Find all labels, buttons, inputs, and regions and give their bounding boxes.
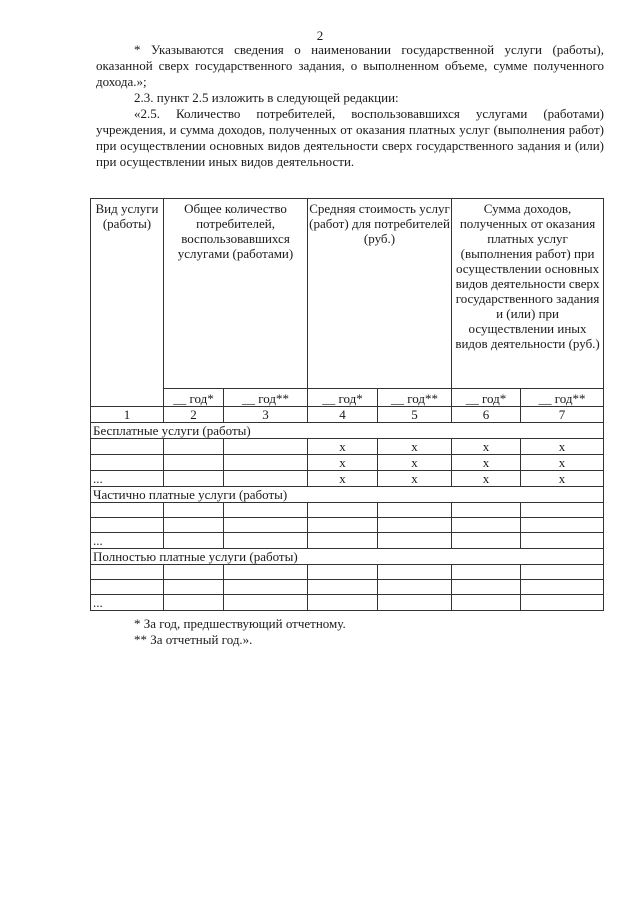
table-cell (521, 503, 604, 518)
table-cell (452, 565, 521, 580)
table-cell (452, 595, 521, 611)
table-cell (164, 533, 224, 549)
table-cell (91, 439, 164, 455)
section-title-partial: Частично платные услуги (работы) (91, 487, 604, 503)
column-number-row (91, 407, 604, 423)
table-cell (378, 565, 452, 580)
header-service-type: Вид услуги (работы) (91, 199, 164, 407)
table-cell (452, 503, 521, 518)
table-cell: x (308, 439, 378, 455)
amendment-paragraph: 2.3. пункт 2.5 изложить в следующей редакции: (134, 90, 399, 105)
table-cell (224, 595, 308, 611)
table-cell (164, 471, 224, 487)
table-row (91, 580, 604, 595)
table-cell (91, 455, 164, 471)
year-curr-cell: __ год** (521, 389, 604, 407)
table-cell (308, 503, 378, 518)
table-cell (224, 455, 308, 471)
table-cell (521, 580, 604, 595)
table-cell: ... (91, 471, 164, 487)
table-cell (91, 580, 164, 595)
table-cell (308, 533, 378, 549)
table-cell: x (452, 471, 521, 487)
year-curr-cell: __ год** (224, 389, 308, 407)
table-cell (224, 533, 308, 549)
table-cell (224, 439, 308, 455)
table-cell (452, 533, 521, 549)
year-prev-cell: __ год* (308, 389, 378, 407)
header-consumers: Общее количество потребителей, воспользовавшихся услугами (работами) (164, 199, 308, 389)
table-cell (378, 503, 452, 518)
table-cell: x (378, 439, 452, 455)
table-cell (308, 595, 378, 611)
header-income: Сумма доходов, полученных от оказания платных услуг (выполнения работ) при осуществлении основных видов деятельности сверх государственного задания и (или) при осуществлении иных видов деятельности (руб.) (452, 199, 604, 389)
column-number: 5 (378, 407, 452, 423)
document-body (96, 42, 604, 170)
table-cell (521, 595, 604, 611)
table-cell (91, 503, 164, 518)
column-number: 4 (308, 407, 378, 423)
column-number: 1 (91, 407, 164, 423)
table-cell (224, 580, 308, 595)
table-cell: x (452, 455, 521, 471)
table-cell (378, 533, 452, 549)
table-cell: x (308, 471, 378, 487)
table-cell: x (521, 455, 604, 471)
table-cell (224, 503, 308, 518)
column-number: 3 (224, 407, 308, 423)
year-curr-cell: __ год** (378, 389, 452, 407)
footnote-previous-year: * За год, предшествующий отчетному. (134, 616, 346, 631)
table-header-row (91, 199, 604, 389)
table-cell (164, 455, 224, 471)
table-cell: x (308, 455, 378, 471)
table-cell (91, 518, 164, 533)
table-cell (452, 518, 521, 533)
table-cell (378, 580, 452, 595)
table-row (91, 471, 604, 487)
table-cell (521, 518, 604, 533)
table-cell (521, 565, 604, 580)
table-cell (308, 518, 378, 533)
table-cell (164, 503, 224, 518)
table-cell: x (521, 439, 604, 455)
table-cell (224, 565, 308, 580)
table-cell (521, 533, 604, 549)
table-cell (308, 580, 378, 595)
table-row (91, 565, 604, 580)
column-number: 6 (452, 407, 521, 423)
table-cell (164, 580, 224, 595)
table-cell (164, 518, 224, 533)
section-row (91, 423, 604, 439)
table-cell (224, 518, 308, 533)
table-cell (164, 595, 224, 611)
section-title-free: Бесплатные услуги (работы) (91, 423, 604, 439)
table-row (91, 533, 604, 549)
table-row (91, 595, 604, 611)
column-number: 7 (521, 407, 604, 423)
year-prev-cell: __ год* (452, 389, 521, 407)
table-cell (452, 580, 521, 595)
table-cell: x (521, 471, 604, 487)
table-cell (224, 471, 308, 487)
footnotes (134, 616, 346, 648)
column-number: 2 (164, 407, 224, 423)
section-row (91, 487, 604, 503)
footnote-paragraph: * Указываются сведения о наименовании государственной услуги (работы), оказанной сверх государственного задания, о выполненном объеме, сумме полученного дохода.»; (96, 42, 604, 89)
table-cell (378, 595, 452, 611)
table-cell (378, 518, 452, 533)
table-cell (164, 565, 224, 580)
table-row (91, 503, 604, 518)
section-title-paid: Полностью платные услуги (работы) (91, 549, 604, 565)
table-row (91, 455, 604, 471)
table-cell (91, 565, 164, 580)
table-cell: x (452, 439, 521, 455)
header-avg-cost: Средняя стоимость услуг (работ) для потребителей (руб.) (308, 199, 452, 389)
table-row (91, 518, 604, 533)
services-table (90, 198, 604, 611)
clause-2-5-paragraph: «2.5. Количество потребителей, воспользовавшихся услугами (работами) учреждения, и сумма доходов, полученных от оказания платных услуг (выполнения работ) при осуществлении основных видов деятельности сверх государственного задания и (или) при осуществлении иных видов деятельности. (96, 106, 604, 169)
table-row (91, 439, 604, 455)
table-cell (164, 439, 224, 455)
year-prev-cell: __ год* (164, 389, 224, 407)
table-cell (308, 565, 378, 580)
table-cell: ... (91, 533, 164, 549)
table-cell: x (378, 471, 452, 487)
page-number: 2 (316, 28, 324, 43)
table-cell: ... (91, 595, 164, 611)
table-cell: x (378, 455, 452, 471)
year-row (91, 389, 604, 407)
footnote-reporting-year: ** За отчетный год.». (134, 632, 253, 647)
section-row (91, 549, 604, 565)
